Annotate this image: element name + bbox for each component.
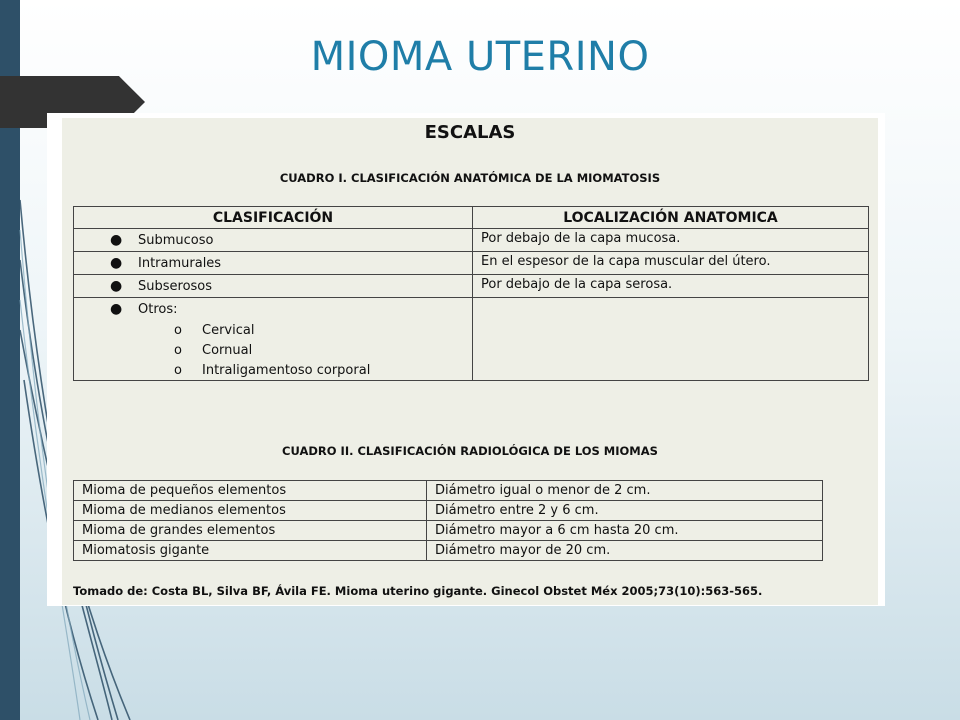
circle-bullet-icon: o xyxy=(174,362,182,378)
sub-list-item xyxy=(74,320,472,340)
bullet-icon: ● xyxy=(110,301,123,317)
diameter-cell: Diámetro entre 2 y 6 cm. xyxy=(427,501,823,521)
mioma-type-cell: Mioma de medianos elementos xyxy=(74,501,427,521)
diameter-cell: Diámetro mayor a 6 cm hasta 20 cm. xyxy=(427,521,823,541)
sub-list-item xyxy=(74,360,472,380)
document-heading: ESCALAS xyxy=(424,122,516,143)
classification-cell xyxy=(74,298,473,381)
column-header-location: LOCALIZACIÓN ANATOMICA xyxy=(473,207,869,229)
mioma-type-cell: Mioma de pequeños elementos xyxy=(74,481,427,501)
table-row xyxy=(74,275,869,298)
scales-document xyxy=(62,118,878,605)
table-row xyxy=(74,521,823,541)
bullet-icon: ● xyxy=(110,278,123,294)
location-cell: Por debajo de la capa serosa. xyxy=(473,275,869,298)
location-cell: En el espesor de la capa muscular del útero. xyxy=(473,252,869,275)
sub-item-label: Cornual xyxy=(202,342,253,358)
radiological-classification-table xyxy=(73,480,823,561)
circle-bullet-icon: o xyxy=(174,322,182,338)
table-row-otros xyxy=(74,298,869,381)
slide-title: MIOMA UTERINO xyxy=(310,34,650,80)
location-cell: Por debajo de la capa mucosa. xyxy=(473,229,869,252)
column-header-classification: CLASIFICACIÓN xyxy=(74,207,473,229)
sub-item-label: Cervical xyxy=(202,322,255,338)
cuadro-1-title: CUADRO I. CLASIFICACIÓN ANATÓMICA DE LA MIOMATOSIS xyxy=(279,171,661,185)
table-row xyxy=(74,481,823,501)
classification-cell xyxy=(74,252,473,275)
mioma-type-cell: Mioma de grandes elementos xyxy=(74,521,427,541)
mioma-type-cell: Miomatosis gigante xyxy=(74,541,427,561)
table-row xyxy=(74,541,823,561)
location-cell-empty xyxy=(473,298,869,381)
circle-bullet-icon: o xyxy=(174,342,182,358)
table-row xyxy=(74,501,823,521)
classification-label: Otros: xyxy=(138,301,178,317)
table-row xyxy=(74,229,869,252)
classification-cell xyxy=(74,229,473,252)
cuadro-2-title: CUADRO II. CLASIFICACIÓN RADIOLÓGICA DE LOS MIOMAS xyxy=(282,444,658,458)
diameter-cell: Diámetro mayor de 20 cm. xyxy=(427,541,823,561)
anatomical-classification-table xyxy=(73,206,869,381)
table-row xyxy=(74,252,869,275)
table-header-row xyxy=(74,207,869,229)
diameter-cell: Diámetro igual o menor de 2 cm. xyxy=(427,481,823,501)
classification-label: Subserosos xyxy=(138,278,213,294)
classification-label: Intramurales xyxy=(138,255,222,271)
source-citation: Tomado de: Costa BL, Silva BF, Ávila FE. Mioma uterino gigante. Ginecol Obstet Méx 2005;73(10):563-565. xyxy=(73,584,763,598)
bullet-icon: ● xyxy=(110,255,123,271)
sub-item-label: Intraligamentoso corporal xyxy=(202,362,371,378)
bullet-icon: ● xyxy=(110,232,123,248)
classification-label: Submucoso xyxy=(138,232,214,248)
classification-cell xyxy=(74,275,473,298)
sub-list-item xyxy=(74,340,472,360)
